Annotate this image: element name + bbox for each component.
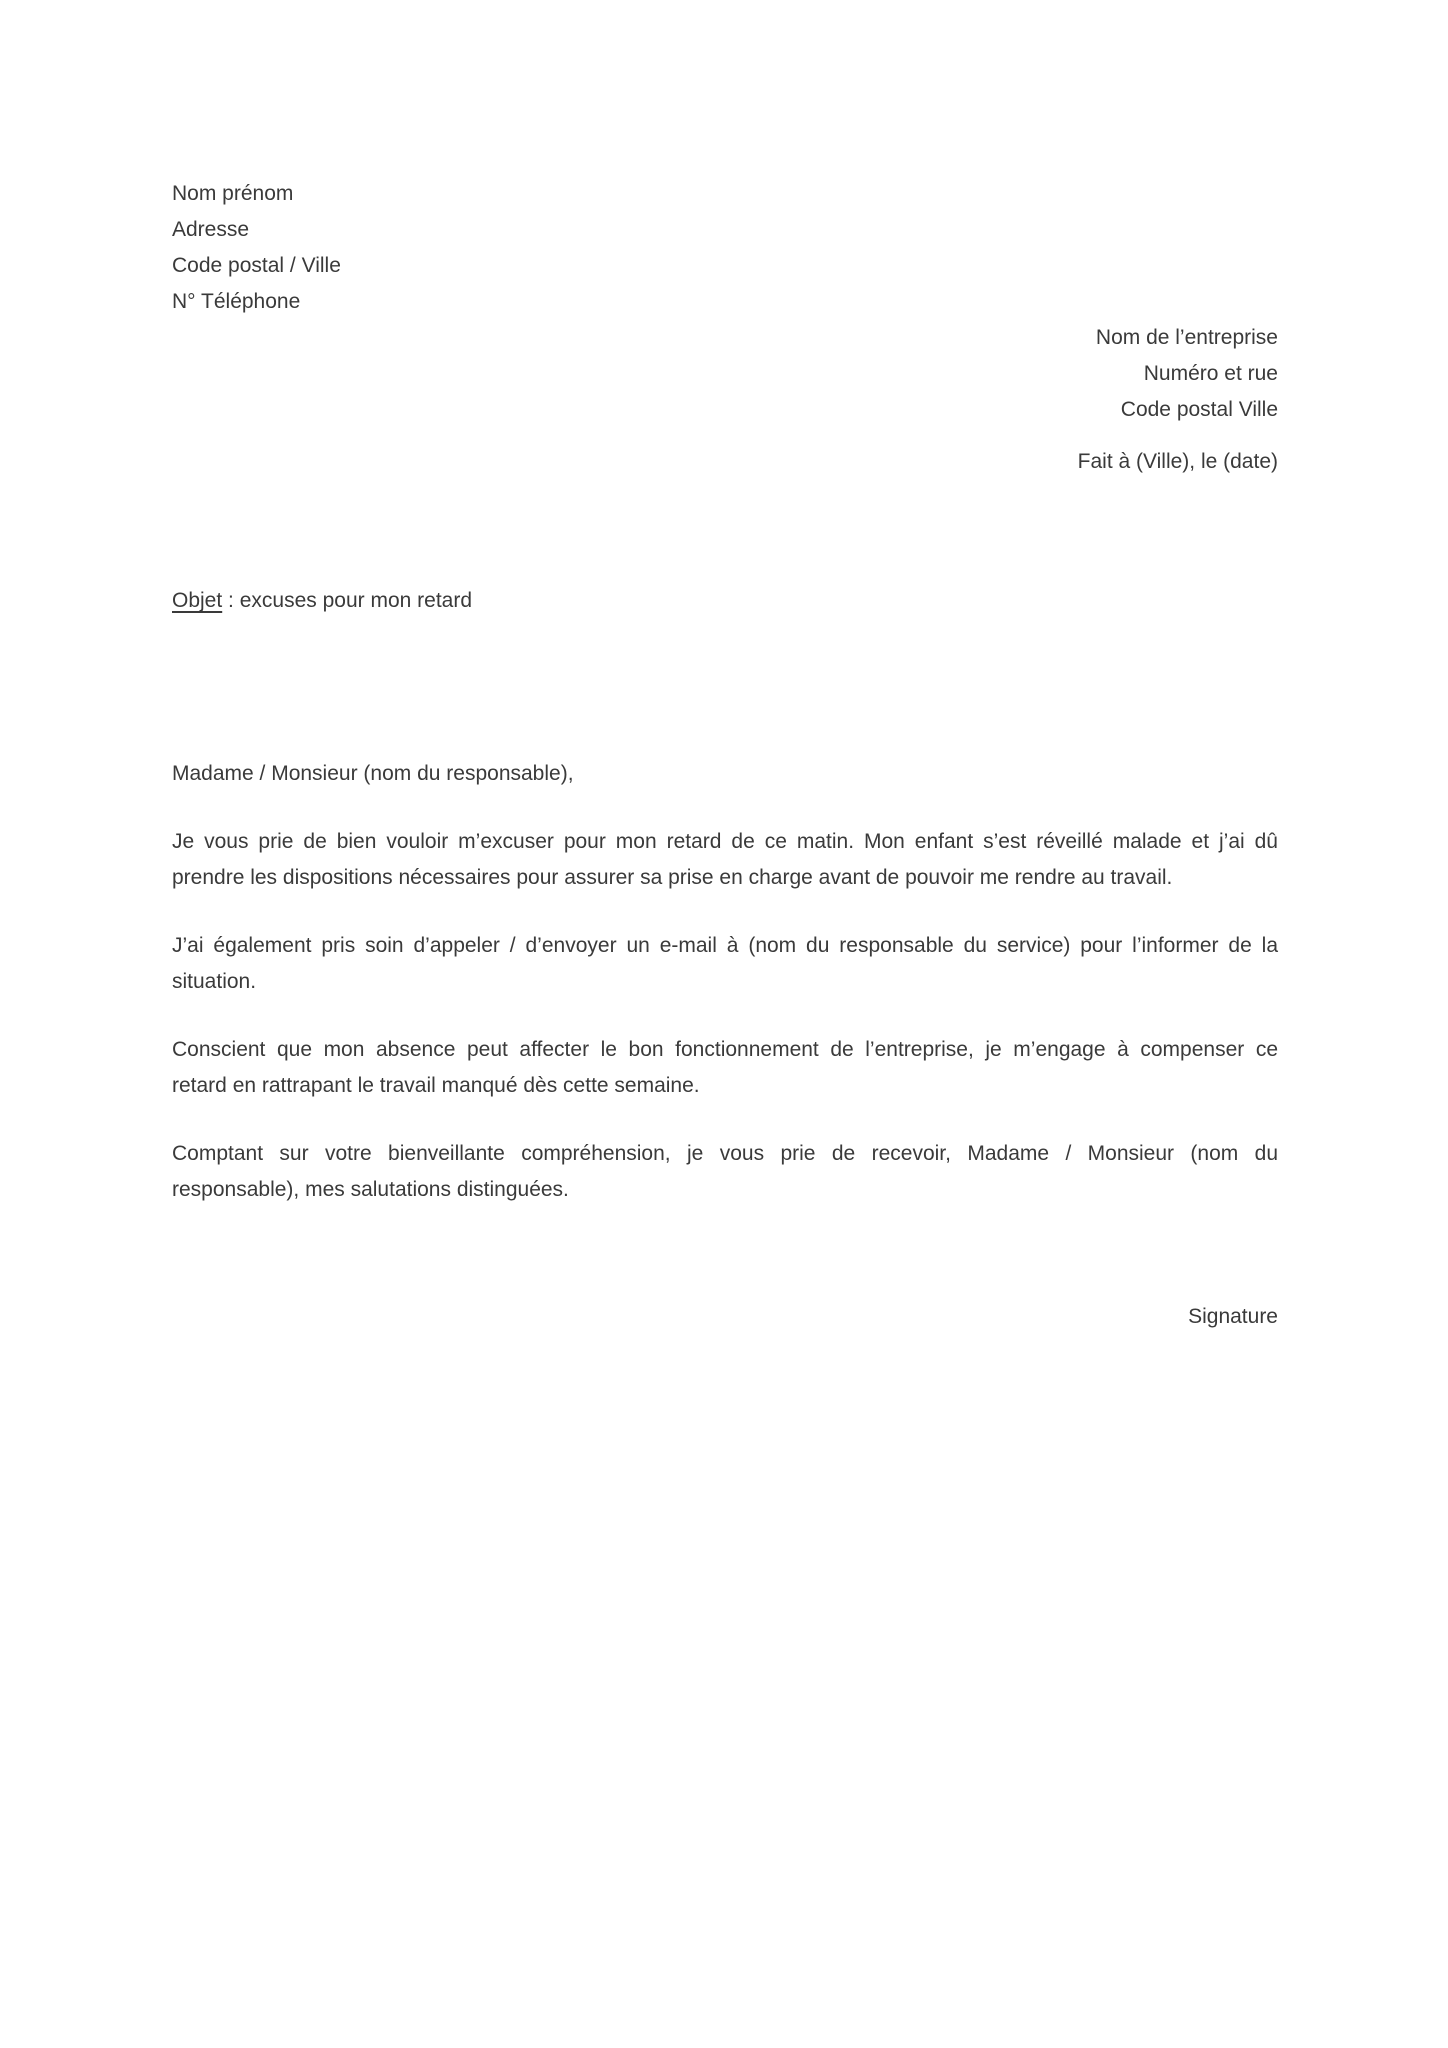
paragraph-line: Comptant sur votre bienveillante compréhension, je vous prie de recevoir, Madame / Monsieur (nom du	[172, 1142, 1278, 1165]
sender-phone: N° Téléphone	[172, 290, 301, 313]
subject-separator: :	[222, 589, 240, 612]
body-paragraph-4	[172, 1136, 1278, 1208]
sender-name: Nom prénom	[172, 182, 294, 205]
subject-text: excuses pour mon retard	[239, 589, 473, 612]
subject-label: Objet	[172, 589, 223, 612]
recipient-postal-city: Code postal Ville	[1120, 398, 1278, 421]
paragraph-line: J’ai également pris soin d’appeler / d’envoyer un e-mail à (nom du responsable du service) pour l’informer de la	[172, 934, 1278, 957]
body-paragraph-2	[172, 928, 1278, 1000]
paragraph-line: Conscient que mon absence peut affecter le bon fonctionnement de l’entreprise, je m’engage à compenser ce	[172, 1038, 1278, 1061]
subject-line	[172, 583, 1278, 619]
recipient-street: Numéro et rue	[1143, 362, 1278, 385]
paragraph-line: retard en rattrapant le travail manqué dès cette semaine.	[172, 1074, 700, 1097]
sender-postal-city: Code postal / Ville	[172, 254, 341, 277]
body-paragraph-3	[172, 1032, 1278, 1104]
paragraph-line: prendre les dispositions nécessaires pour assurer sa prise en charge avant de pouvoir me rendre au travail.	[172, 866, 1173, 889]
paragraph-line: Je vous prie de bien vouloir m’excuser pour mon retard de ce matin. Mon enfant s’est réveillé malade et j’ai dû	[172, 830, 1278, 853]
body-paragraph-1	[172, 824, 1278, 896]
sender-address: Adresse	[172, 218, 250, 241]
recipient-block	[172, 320, 1278, 428]
recipient-company: Nom de l’entreprise	[1095, 326, 1278, 349]
signature-label: Signature	[1188, 1305, 1278, 1328]
date-line: Fait à (Ville), le (date)	[1077, 450, 1278, 473]
salutation-line: Madame / Monsieur (nom du responsable),	[172, 762, 574, 785]
paragraph-line: responsable), mes salutations distinguées.	[172, 1178, 569, 1201]
paragraph-line: situation.	[172, 970, 257, 993]
sender-block	[172, 176, 1278, 320]
